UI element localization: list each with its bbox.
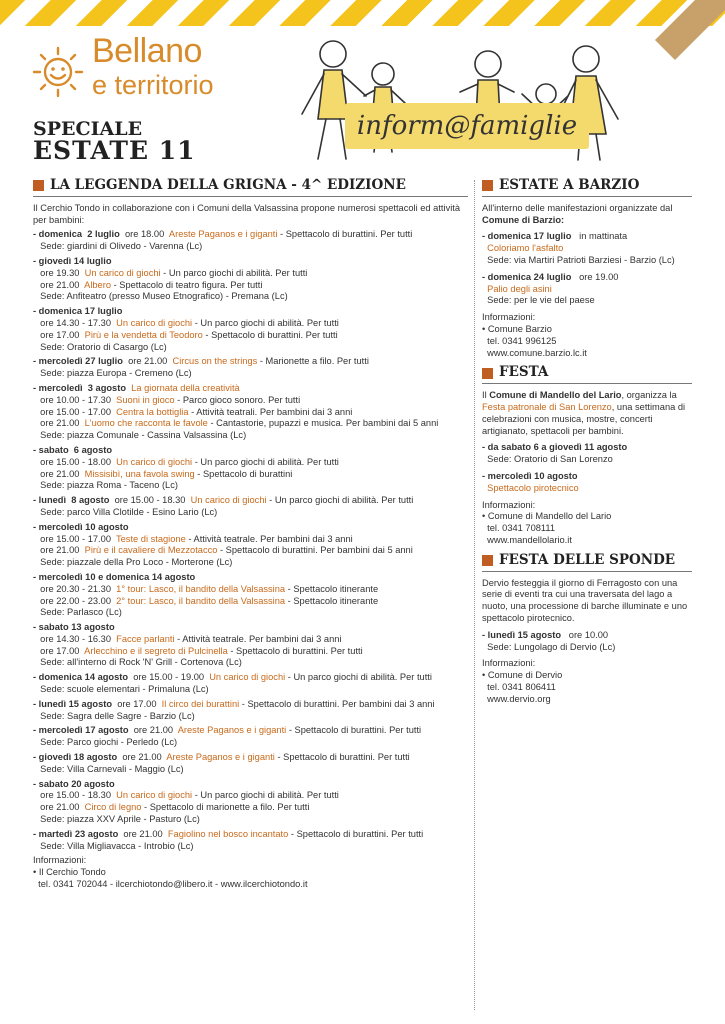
text-span: ore 20.30 - 21.30	[35, 583, 117, 594]
text-line	[482, 312, 692, 324]
text-span: Sede: piazza Europa - Cremeno (Lc)	[35, 368, 192, 379]
event-item	[33, 445, 468, 492]
highlight-title: Missisibì, una favola swing	[84, 468, 195, 479]
date-label: - domenica 14 agosto	[33, 672, 129, 683]
brand-subtitle: e territorio	[92, 70, 214, 100]
text-line	[482, 642, 692, 654]
paragraph	[482, 203, 692, 227]
date-label: - lunedì 15 agosto	[33, 698, 113, 709]
text-span: ore 15.00 - 17.00	[35, 406, 117, 417]
highlight-title: Arlecchino e il segreto di Pulcinella	[84, 645, 228, 656]
date-label: - lunedì 15 agosto	[482, 629, 562, 640]
text-line	[33, 802, 468, 814]
date-label: - mercoledì 3 agosto	[33, 382, 126, 393]
text-span: Il	[482, 390, 490, 401]
date-label: - mercoledì 27 luglio	[33, 356, 123, 367]
date-label: - lunedì 8 agosto	[33, 495, 110, 506]
text-span: - Spettacolo di burattini. Per tutti	[202, 329, 338, 340]
text-span: - Attività teatrale. Per bambini dai 3 anni	[174, 633, 342, 644]
text-span: Sede: Anfiteatro (presso Museo Etnografico) - Premana (Lc)	[35, 291, 288, 302]
text-line	[482, 272, 692, 284]
text-line	[482, 454, 692, 466]
highlight-title: Un carico di giochi	[116, 456, 193, 467]
highlight-title: 1° tour: Lasco, il bandito della Valsassina	[116, 583, 286, 594]
date-label: - mercoledì 10 agosto	[482, 470, 578, 481]
text-line	[33, 229, 468, 241]
text-line	[33, 480, 468, 492]
sun-logo-icon	[30, 44, 86, 100]
event-item	[33, 229, 468, 253]
text-line	[482, 243, 692, 255]
text-line	[33, 790, 468, 802]
highlight-title: Centra la bottiglia	[116, 406, 189, 417]
date-label: - domenica 2 luglio	[33, 229, 120, 240]
text-span: in mattinata	[571, 231, 628, 242]
right-section-title: ESTATE A BARZIO	[482, 180, 692, 192]
text-span: Informazioni:	[482, 312, 536, 323]
text-line	[482, 658, 692, 670]
text-span: ore 21.00	[122, 356, 173, 367]
event-item	[33, 306, 468, 353]
text-span: Sede: Oratorio di Casargo (Lc)	[35, 341, 167, 352]
text-span: , una settimana di celebrazioni con musica, mostre, concerti artigianato, spettacoli per bambini.	[482, 401, 688, 436]
text-span: ore 21.00	[117, 752, 167, 763]
text-span: Sede: Sagra delle Sagre - Barzio (Lc)	[35, 710, 195, 721]
text-span: www.dervio.org	[482, 693, 551, 704]
text-line	[33, 469, 468, 481]
text-line	[482, 578, 692, 625]
text-span: - Un parco giochi di abilità. Per tutti	[192, 317, 339, 328]
highlight-title: Albero	[84, 279, 111, 290]
text-span: • Comune di Dervio	[482, 670, 563, 681]
text-line	[482, 500, 692, 512]
text-span: ore 19.00	[571, 271, 619, 282]
highlight-title: Circo di legno	[84, 802, 142, 813]
text-line	[33, 241, 468, 253]
highlight-title: Festa patronale di San Lorenzo	[482, 401, 612, 412]
text-span: ore 21.00	[118, 828, 168, 839]
text-span: - Spettacolo di burattini. Per tutti	[227, 645, 363, 656]
highlight-title: Pirù e il cavaliere di Mezzotacco	[84, 545, 218, 556]
text-span: ore 21.00	[128, 725, 178, 736]
text-line	[33, 725, 468, 737]
text-line	[33, 572, 468, 584]
text-line	[33, 457, 468, 469]
text-span: ore 21.00	[35, 279, 85, 290]
text-line	[33, 318, 468, 330]
text-line	[33, 291, 468, 303]
text-line	[33, 356, 468, 368]
highlight-title: Un carico di giochi	[209, 672, 286, 683]
estate-title: ESTATE 11	[33, 136, 196, 165]
date-label: - martedì 23 agosto	[33, 828, 119, 839]
text-span: ore 17.00	[35, 645, 85, 656]
text-line	[482, 471, 692, 483]
highlight-title: Un carico di giochi	[190, 495, 267, 506]
text-span: - Attività teatrali. Per bambini dai 3 anni	[188, 406, 353, 417]
text-span: - Un parco giochi di abilità. Per tutti	[192, 456, 339, 467]
square-bullet-icon	[482, 555, 493, 566]
text-span: • Comune di Mandello del Lario	[482, 511, 612, 522]
brand-title: Bellano	[92, 32, 202, 70]
text-span: , organizza la	[621, 390, 680, 401]
square-bullet-icon	[33, 180, 44, 191]
column-divider	[474, 180, 475, 1010]
text-line	[33, 607, 468, 619]
text-line	[33, 306, 468, 318]
text-span: ore 17.00	[112, 698, 162, 709]
info-line: tel. 0341 702044 - ilcerchiotondo@libero.it - www.ilcerchiotondo.it	[33, 879, 308, 890]
intro-text: Il Cerchio Tondo in collaborazione con i Comuni della Valsassina propone numerosi spettacoli ed attività per bambini:	[33, 202, 461, 225]
section-rule	[33, 196, 468, 197]
text-line	[33, 634, 468, 646]
event-item	[33, 383, 468, 442]
text-span: Sede: giardini di Olivedo - Varenna (Lc)	[35, 241, 203, 252]
text-span: Sede: piazza XXV Aprile - Pasturo (Lc)	[35, 814, 200, 825]
highlight-title: Suoni in gioco	[116, 394, 175, 405]
paragraph	[482, 630, 692, 654]
text-span: - Spettacolo itinerante	[285, 595, 379, 606]
text-span: - Un parco giochi di abilità. Per tutti	[266, 495, 414, 506]
text-span: Sede: piazzale della Pro Loco - Morterone (Lc)	[35, 557, 233, 568]
text-line	[33, 764, 468, 776]
event-item	[33, 356, 468, 380]
text-span: Informazioni:	[482, 499, 536, 510]
text-span: - Un parco giochi di abilità. Per tutti	[192, 790, 339, 801]
text-span: ore 21.00	[35, 418, 85, 429]
highlight-title: Teste di stagione	[115, 533, 186, 544]
text-span: ore 14.30 - 17.30	[35, 317, 117, 328]
text-span: - Spettacolo di burattini. Per bambini dai 3 anni	[239, 698, 435, 709]
highlight-title: Palio degli asini	[487, 283, 552, 294]
text-span: ore 17.00	[35, 329, 85, 340]
text-line	[482, 694, 692, 706]
event-item	[33, 725, 468, 749]
text-line	[33, 584, 468, 596]
text-span: Dervio festeggia il giorno di Ferragosto con una serie di eventi tra cui una traversata del lago a nuoto, una processione di barche illuminate e uno spettacolo pirotecnico.	[482, 577, 690, 623]
text-line	[482, 336, 692, 348]
text-span: All'interno delle manifestazioni organizzate dal	[482, 202, 675, 213]
info-line: • Il Cerchio Tondo	[33, 867, 106, 878]
left-info-block	[33, 855, 468, 890]
paragraph	[482, 231, 692, 266]
text-span: Sede: parco Villa Clotilde - Esino Lario (Lc)	[35, 506, 218, 517]
highlight-title: Circus on the strings	[172, 356, 258, 367]
date-label: - mercoledì 10 e domenica 14 agosto	[33, 571, 196, 582]
text-line	[33, 622, 468, 634]
text-line	[33, 545, 468, 557]
right-column	[482, 177, 692, 713]
event-item	[33, 672, 468, 696]
text-span: ore 15.00 - 18.30	[109, 495, 191, 506]
date-label: Comune di Mandello del Lario	[489, 390, 622, 401]
text-span: Informazioni:	[482, 658, 536, 669]
event-list	[33, 229, 468, 852]
text-line	[33, 495, 468, 507]
text-line	[33, 557, 468, 569]
text-line	[33, 330, 468, 342]
text-span: ore 19.30	[35, 267, 85, 278]
text-span: Sede: Lungolago di Dervio (Lc)	[482, 641, 616, 652]
text-span: Sede: Oratorio di San Lorenzo	[482, 454, 613, 465]
text-line	[482, 630, 692, 642]
text-line	[482, 670, 692, 682]
paragraph	[482, 312, 692, 359]
date-label: Comune di Barzio:	[482, 214, 565, 225]
text-span: ore 15.00 - 19.00	[128, 672, 210, 683]
event-item	[33, 829, 468, 853]
event-item	[33, 572, 468, 619]
text-line	[33, 672, 468, 684]
highlight-title: La giornata della creatività	[131, 382, 240, 393]
text-line	[33, 507, 468, 519]
text-span: - Un parco giochi di abilità. Per tutti	[285, 672, 432, 683]
text-line	[33, 256, 468, 268]
text-line	[482, 295, 692, 307]
text-span: Sede: Parco giochi - Perledo (Lc)	[35, 737, 178, 748]
text-line	[33, 699, 468, 711]
text-span: - Spettacolo di marionette a filo. Per tutti	[141, 802, 310, 813]
text-line	[33, 383, 468, 395]
text-line	[33, 407, 468, 419]
text-line	[33, 684, 468, 696]
text-line	[33, 342, 468, 354]
text-span: www.comune.barzio.lc.it	[482, 347, 587, 358]
highlight-title: Pirù e la vendetta di Teodoro	[84, 329, 203, 340]
date-label: - giovedì 18 agosto	[33, 752, 118, 763]
text-line	[482, 511, 692, 523]
section-rule	[482, 571, 692, 572]
text-span: ore 22.00 - 23.00	[35, 595, 117, 606]
paragraph	[482, 578, 692, 625]
left-column	[33, 177, 468, 891]
text-span: tel. 0341 806411	[482, 681, 556, 692]
corner-ribbon	[635, 0, 725, 60]
text-span: - Spettacolo di teatro figura. Per tutti	[111, 279, 263, 290]
paragraph	[482, 442, 692, 466]
info-line: Informazioni:	[33, 855, 87, 866]
date-label: - domenica 17 luglio	[33, 306, 123, 317]
text-line	[33, 534, 468, 546]
event-item	[33, 622, 468, 669]
section-rule	[482, 383, 692, 384]
text-line	[33, 657, 468, 669]
text-line	[33, 418, 468, 430]
date-label: - giovedì 14 luglio	[33, 255, 112, 266]
text-span: Sede: Villa Carnevali - Maggio (Lc)	[35, 763, 184, 774]
text-span: - Spettacolo di burattini	[194, 468, 293, 479]
text-span: ore 10.00 - 17.30	[35, 394, 117, 405]
text-span: - Attività teatrale. Per bambini dai 3 anni	[185, 533, 353, 544]
text-line	[33, 522, 468, 534]
text-span: www.mandellolario.it	[482, 534, 572, 545]
highlight-title: Facce parlanti	[116, 633, 175, 644]
date-label: - sabato 13 agosto	[33, 622, 115, 633]
text-span: ore 15.00 - 18.00	[35, 456, 117, 467]
text-line	[482, 255, 692, 267]
highlight-title: Un carico di giochi	[116, 790, 193, 801]
highlight-title: Un carico di giochi	[116, 317, 193, 328]
text-line	[33, 646, 468, 658]
right-section	[482, 551, 692, 706]
text-span: ore 18.00	[119, 229, 169, 240]
text-span: - Cantastorie, pupazzi e musica. Per bambini dai 5 anni	[207, 418, 439, 429]
date-label: - sabato 6 agosto	[33, 444, 113, 455]
text-span: - Spettacolo di burattini. Per tutti	[286, 725, 422, 736]
highlight-title: Spettacolo pirotecnico	[487, 482, 579, 493]
paragraph	[482, 390, 692, 437]
speciale-label: SPECIALE	[33, 118, 143, 140]
event-item	[33, 495, 468, 519]
text-line	[482, 284, 692, 296]
top-stripe-border	[0, 0, 725, 26]
text-span: tel. 0341 708111	[482, 523, 556, 534]
informafamiglie-badge: inform@famiglie	[345, 103, 589, 149]
text-span: • Comune Barzio	[482, 323, 552, 334]
text-line	[33, 268, 468, 280]
text-line	[33, 368, 468, 380]
text-span: ore 15.00 - 18.30	[35, 790, 117, 801]
text-span: Sede: per le vie del paese	[482, 295, 595, 306]
event-item	[33, 522, 468, 569]
text-line	[482, 203, 692, 227]
text-line	[33, 752, 468, 764]
text-span: ore 21.00	[35, 802, 85, 813]
highlight-title: Fagiolino nel bosco incantato	[167, 828, 289, 839]
event-item	[33, 752, 468, 776]
text-line	[33, 779, 468, 791]
text-span: - Spettacolo di burattini. Per tutti	[288, 828, 424, 839]
text-span: - Marionette a filo. Per tutti	[257, 356, 369, 367]
square-bullet-icon	[482, 368, 493, 379]
text-span: Sede: scuole elementari - Primaluna (Lc)	[35, 684, 209, 695]
text-span: ore 21.00	[35, 545, 85, 556]
right-section	[482, 177, 692, 359]
text-span: - Spettacolo di burattini. Per bambini dai 5 anni	[217, 545, 413, 556]
highlight-title: Un carico di giochi	[84, 267, 161, 278]
paragraph	[482, 272, 692, 307]
text-line	[33, 445, 468, 457]
text-span: Sede: piazza Roma - Taceno (Lc)	[35, 480, 178, 491]
text-span: - Parco gioco sonoro. Per tutti	[174, 394, 301, 405]
text-line	[482, 231, 692, 243]
highlight-title: Areste Paganos e i giganti	[166, 752, 275, 763]
text-span: - Spettacolo itinerante	[285, 583, 379, 594]
text-line	[482, 682, 692, 694]
event-item	[33, 779, 468, 826]
paragraph	[482, 658, 692, 705]
text-span: ore 15.00 - 17.00	[35, 533, 116, 544]
date-label: - sabato 20 agosto	[33, 778, 115, 789]
text-span: - Spettacolo di burattini. Per tutti	[274, 752, 410, 763]
text-span: ore 10.00	[561, 629, 609, 640]
text-line	[33, 395, 468, 407]
right-section	[482, 364, 692, 546]
date-label: - domenica 24 luglio	[482, 271, 572, 282]
right-sections	[482, 177, 692, 705]
text-span: - Un parco giochi di abilità. Per tutti	[160, 267, 308, 278]
text-span: Sede: piazza Comunale - Cassina Valsassina (Lc)	[35, 430, 247, 441]
text-line	[33, 829, 468, 841]
text-span: Sede: Villa Migliavacca - Introbio (Lc)	[35, 840, 194, 851]
paragraph	[482, 500, 692, 547]
date-label: - mercoledì 10 agosto	[33, 521, 129, 532]
text-span: tel. 0341 996125	[482, 335, 557, 346]
text-line	[33, 737, 468, 749]
text-span: ore 14.30 - 16.30	[35, 633, 117, 644]
date-label: - mercoledì 17 agosto	[33, 725, 129, 736]
square-bullet-icon	[482, 180, 493, 191]
text-line	[33, 711, 468, 723]
highlight-title: Areste Paganos e i giganti	[168, 229, 278, 240]
text-span: ore 21.00	[35, 468, 85, 479]
text-line	[33, 280, 468, 292]
text-line	[33, 841, 468, 853]
text-span: - Spettacolo di burattini. Per tutti	[277, 229, 413, 240]
text-line	[482, 390, 692, 437]
event-item	[33, 699, 468, 723]
event-item	[33, 256, 468, 303]
text-span: Sede: via Martiri Patrioti Barziesi - Barzio (Lc)	[482, 254, 675, 265]
highlight-title: 2° tour: Lasco, il bandito della Valsassina	[116, 595, 286, 606]
highlight-title: Areste Paganos e i giganti	[177, 725, 287, 736]
right-section-title: FESTA DELLE SPONDE	[482, 555, 692, 567]
highlight-title: Il circo dei burattini	[161, 698, 240, 709]
text-line	[482, 442, 692, 454]
text-line	[482, 348, 692, 360]
date-label: - domenica 17 luglio	[482, 231, 572, 242]
text-line	[33, 814, 468, 826]
highlight-title: Coloriamo l'asfalto	[487, 243, 564, 254]
right-section-title: FESTA	[482, 367, 692, 379]
section-rule	[482, 196, 692, 197]
text-line	[482, 523, 692, 535]
date-label: - da sabato 6 a giovedì 11 agosto	[482, 442, 628, 453]
text-line	[482, 324, 692, 336]
text-span: Sede: Parlasco (Lc)	[35, 607, 122, 618]
text-line	[33, 596, 468, 608]
paragraph	[482, 471, 692, 495]
text-line	[482, 535, 692, 547]
text-line	[482, 483, 692, 495]
text-line	[33, 430, 468, 442]
highlight-title: L'uomo che racconta le favole	[84, 418, 208, 429]
text-span: Sede: all'interno di Rock 'N' Grill - Cortenova (Lc)	[35, 657, 242, 668]
leggenda-section-title: LA LEGGENDA DELLA GRIGNA - 4^ EDIZIONE	[33, 180, 468, 192]
